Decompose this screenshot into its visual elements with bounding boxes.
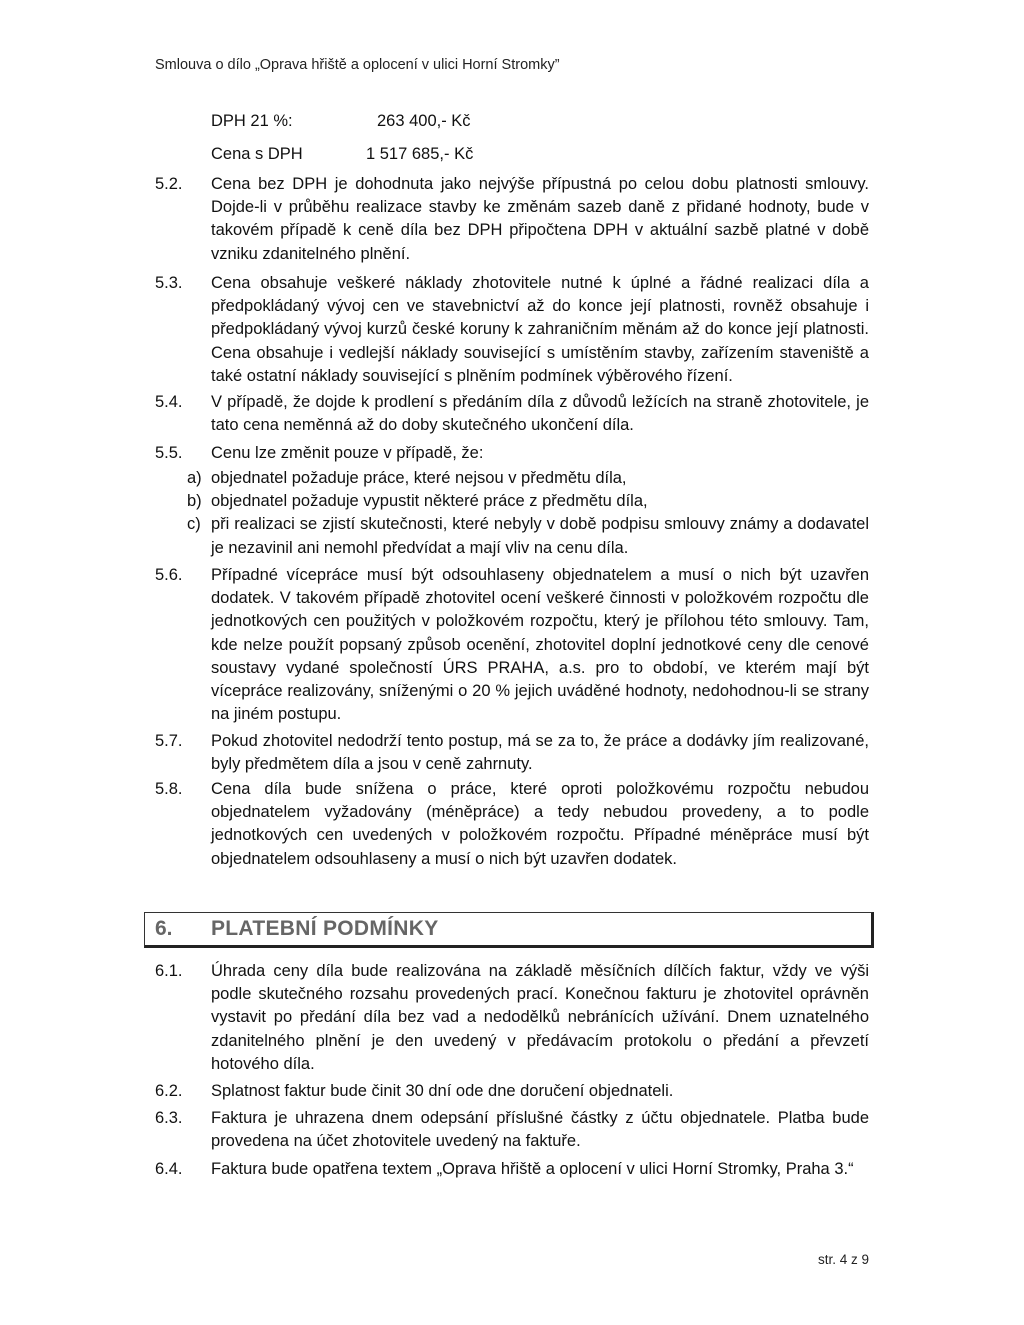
list-text: při realizaci se zjistí skutečnosti, které nebyly v době podpisu smlouvy známy a dodavatel je nezavinil ani nemohl předvídat a mají vliv na cenu díla. — [211, 515, 869, 557]
clause-5-3 — [155, 272, 869, 388]
clause-5-7 — [155, 730, 869, 776]
price-label: Cena s DPH — [211, 145, 303, 163]
section-heading — [144, 912, 874, 948]
price-value: 263 400,- Kč — [377, 112, 471, 130]
clause-text: Případné vícepráce musí být odsouhlaseny objednatelem a musí o nich být uzavřen dodatek. V takovém případě zhotovitel ocení veškeré činnosti v položkovém rozpočtu dle jednotkových cen použitých v položkovém rozpočtu, který je přílohou této smlouvy. Tam, kde nelze použít popsaný způsob ocenění, zhotovitel doplní jednotkové ceny dle cenové soustavy vydané společností ÚRS PRAHA, a.s. pro to období, ve kterém mají být vícepráce realizovány, sníženými o 20 % jejich uváděné hodnoty, nedohodnou-li se strany na jiném postupu. — [211, 566, 869, 724]
clause-text: Pokud zhotovitel nedodrží tento postup, má se za to, že práce a dodávky jím realizované, byly předmětem díla a jsou v ceně zahrnuty. — [211, 732, 869, 774]
clause-number: 6.2. — [155, 1082, 183, 1100]
list-letter: c) — [187, 515, 201, 534]
clause-6-3 — [155, 1107, 869, 1153]
clause-5-6 — [155, 564, 869, 726]
section-title: PLATEBNÍ PODMÍNKY — [211, 917, 439, 940]
clause-text: Cena bez DPH je dohodnuta jako nejvýše přípustná po celou dobu platnosti smlouvy. Dojde-li v průběhu realizace stavby ke změnám sazeb daně z přidané hodnoty, bude v takovém případě k ceně díla bez DPH připočtena DPH v aktuální sazbě platné v době vzniku zdanitelného plnění. — [211, 175, 869, 263]
clause-text: V případě, že dojde k prodlení s předáním díla z důvodů ležících na straně zhotovitele, je tato cena neměnná až do doby skutečného ukončení díla. — [211, 393, 869, 435]
clause-text: Splatnost faktur bude činit 30 dní ode dne doručení objednateli. — [211, 1082, 674, 1100]
clause-text: Úhrada ceny díla bude realizována na základě měsíčních dílčích faktur, vždy ve výši podle skutečného rozsahu provedených prací. Konečnou fakturu je zhotovitel oprávněn vystavit po předání díla bez vad a nedodělků nebránících užívání. Dnem uznatelného zdanitelného plnění je den uvedený v předávacím protokolu o předání a převzetí hotového díla. — [211, 962, 869, 1073]
clause-block — [155, 1158, 869, 1181]
clause-5-4 — [155, 391, 869, 437]
clause-number: 5.5. — [155, 444, 183, 462]
price-label: DPH 21 %: — [211, 112, 293, 130]
clause-block — [155, 778, 869, 871]
clause-block — [155, 391, 869, 437]
page-number: str. 4 z 9 — [817, 1252, 869, 1267]
list-item — [155, 490, 869, 513]
list-item — [155, 513, 869, 559]
clause-block — [155, 564, 869, 726]
subitem-list — [155, 467, 869, 560]
clause-number: 5.8. — [155, 780, 183, 798]
section-number: 6. — [155, 917, 173, 940]
clause-block — [155, 960, 869, 1076]
clause-block — [155, 272, 869, 388]
clause-text: Cena díla bude snížena o práce, které oproti položkovému rozpočtu nebudou objednatelem vyžadovány (méněpráce) a tedy nebudou provedeny, a to podle jednotkových cen uvedených v položkovém rozpočtu. Případné méněpráce musí být objednatelem odsouhlaseny a musí o nich být uzavřen dodatek. — [211, 780, 869, 868]
clause-number: 5.7. — [155, 732, 183, 750]
clause-number: 5.4. — [155, 393, 183, 411]
clause-5-5 — [155, 442, 869, 465]
clause-text: Faktura je uhrazena dnem odepsání příslušné částky z účtu objednatele. Platba bude provedena na účet zhotovitele uvedený na faktuře. — [211, 1109, 869, 1151]
clause-number: 6.3. — [155, 1109, 183, 1127]
clause-text: Faktura bude opatřena textem „Oprava hřiště a oplocení v ulici Horní Stromky, Praha 3.“ — [211, 1160, 854, 1178]
page-header: Smlouva o dílo „Oprava hřiště a oplocení v ulici Horní Stromky” — [155, 57, 560, 73]
list-text: objednatel požaduje práce, které nejsou v předmětu díla, — [211, 469, 627, 487]
list-letter: a) — [187, 469, 202, 487]
clause-5-8 — [155, 778, 869, 871]
clause-block — [155, 1080, 869, 1103]
clause-block — [155, 1107, 869, 1153]
list-letter: b) — [187, 492, 202, 511]
clause-6-2 — [155, 1080, 869, 1103]
price-value: 1 517 685,- Kč — [366, 145, 474, 163]
clause-number: 6.4. — [155, 1160, 183, 1178]
clause-number: 5.6. — [155, 566, 183, 584]
clause-5-2 — [155, 173, 869, 266]
clause-block — [155, 173, 869, 266]
list-item — [155, 467, 869, 490]
clause-text: Cena obsahuje veškeré náklady zhotovitele nutné k úplné a řádné realizaci díla a předpokládaný vývoj cen ve stavebnictví až do konce její platnosti, rovněž obsahuje i předpokládaný vývoj kurzů české koruny k zahraničním měnám až do konce její platnosti. Cena obsahuje i vedlejší náklady související s umístěním stavby, zařízením staveniště a také ostatní náklady související s plněním podmínek výběrového řízení. — [211, 274, 869, 385]
clause-6-4 — [155, 1158, 869, 1181]
clause-number: 5.3. — [155, 274, 183, 292]
list-text: objednatel požaduje vypustit některé práce z předmětu díla, — [211, 492, 648, 511]
clause-6-1 — [155, 960, 869, 1076]
clause-number: 5.2. — [155, 175, 183, 193]
clause-number: 6.1. — [155, 962, 183, 980]
clause-block — [155, 730, 869, 776]
clause-text: Cenu lze změnit pouze v případě, že: — [211, 444, 484, 462]
clause-block — [155, 442, 869, 465]
